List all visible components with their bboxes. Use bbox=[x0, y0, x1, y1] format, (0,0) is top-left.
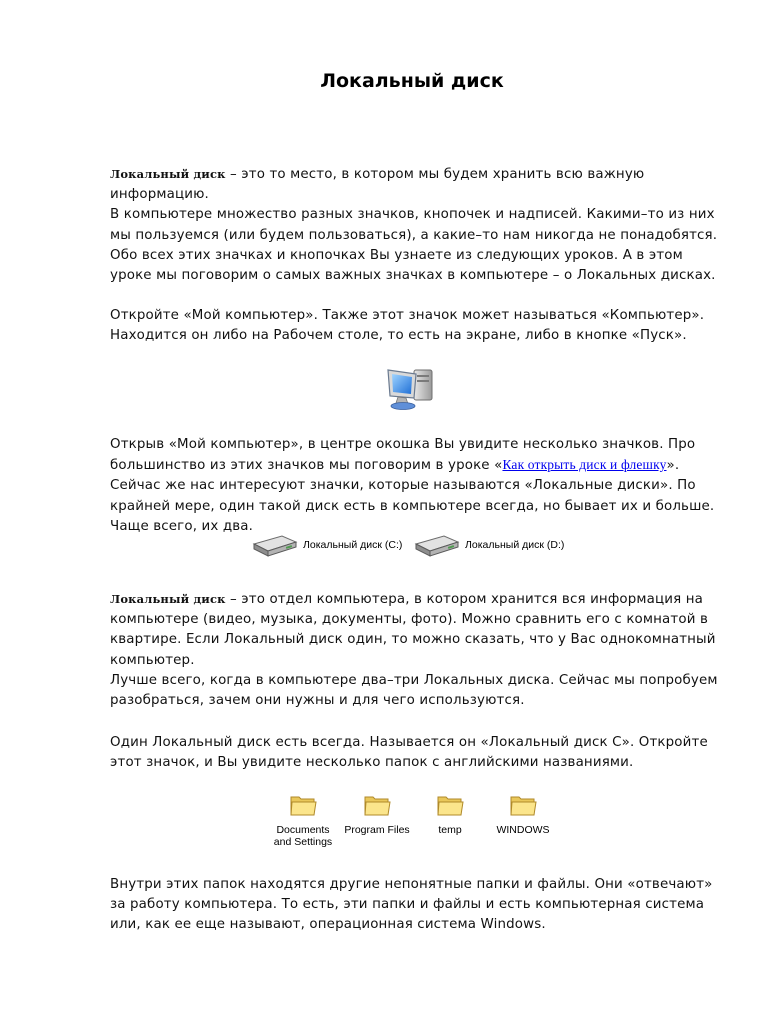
drive-d-label: Локальный диск (D:) bbox=[465, 539, 565, 551]
disk-c-paragraph: Один Локальный диск есть всегда. Называется он «Локальный диск С». Откройте этот значок, и Вы увидите несколько папок с английскими названиями. bbox=[110, 735, 708, 771]
folder-label: temp bbox=[438, 824, 462, 836]
folder-icon bbox=[289, 792, 317, 818]
folder-label-line1: Documents bbox=[276, 824, 330, 836]
folder-label-line2: and Settings bbox=[273, 836, 333, 848]
folder-documents-and-settings bbox=[263, 792, 343, 848]
folder-label bbox=[263, 824, 343, 848]
open-computer-text-end: ». Сейчас же нас интересуют значки, которые называются «Локальные диски». По крайней мере, один такой диск есть в компьютере всегда, но бывает их и больше. Чаще всего, их два. bbox=[110, 458, 715, 534]
folder-icon bbox=[436, 792, 464, 818]
hard-drive-icon bbox=[252, 532, 298, 558]
local-disk-paragraph bbox=[110, 589, 720, 711]
folder-windows bbox=[483, 792, 563, 836]
drive-c-label: Локальный диск (C:) bbox=[303, 539, 403, 551]
lesson-link[interactable]: Как открыть диск и флешку bbox=[502, 457, 667, 473]
folder-icon bbox=[363, 792, 391, 818]
term-local-disk-2: Локальный диск bbox=[110, 592, 226, 606]
my-computer-paragraph: Откройте «Мой компьютер». Также этот значок может называться «Компьютер». Находится он либо на Рабочем столе, то есть на экране, либо в кнопке «Пуск». bbox=[110, 308, 705, 344]
open-computer-text: Открыв «Мой компьютер», в центре окошка Вы увидите несколько значков. Про большинство из этих значков мы поговорим в уроке « bbox=[110, 437, 696, 474]
drive-c bbox=[252, 532, 402, 558]
folder-label: WINDOWS bbox=[496, 824, 550, 836]
system-paragraph: Внутри этих папок находятся другие непонятные папки и файлы. Они «отвечают» за работу компьютера. То есть, эти папки и файлы и есть компьютерная система или, как ее еще называют, операционная система Windows. bbox=[110, 877, 713, 933]
folder-program-files bbox=[337, 792, 417, 836]
intro-definition: – это то место, в котором мы будем хранить всю важную информацию. bbox=[110, 167, 645, 203]
hard-drive-icon bbox=[414, 532, 460, 558]
intro-paragraph bbox=[110, 164, 720, 286]
local-disk-definition: – это отдел компьютера, в котором хранится вся информация на компьютере (видео, музыка, документы, фото). Можно сравнить его с комнатой в квартире. Если Локальный диск один, то можно сказать, что у Вас однокомнатный компьютер. bbox=[110, 592, 716, 668]
drive-d bbox=[414, 532, 564, 558]
page-title: Локальный диск bbox=[320, 70, 504, 92]
intro-text: В компьютере множество разных значков, кнопочек и надписей. Какими–то из них мы пользуемся (или будем пользоваться), а какие–то нам никогда не понадобятся. Обо всех этих значках и кнопочках Вы узнаете из следующих уроков. А в этом уроке мы поговорим о самых важных значках в компьютере – о Локальных дисках. bbox=[110, 207, 718, 284]
folder-label: Program Files bbox=[344, 824, 410, 836]
my-computer-icon bbox=[384, 364, 436, 412]
local-disk-text: Лучше всего, когда в компьютере два–три Локальных диска. Сейчас мы попробуем разобраться, зачем они нужны и для чего используются. bbox=[110, 672, 718, 709]
open-computer-paragraph bbox=[110, 435, 720, 537]
folder-icon bbox=[509, 792, 537, 818]
term-local-disk: Локальный диск bbox=[110, 167, 226, 181]
folder-temp bbox=[410, 792, 490, 836]
